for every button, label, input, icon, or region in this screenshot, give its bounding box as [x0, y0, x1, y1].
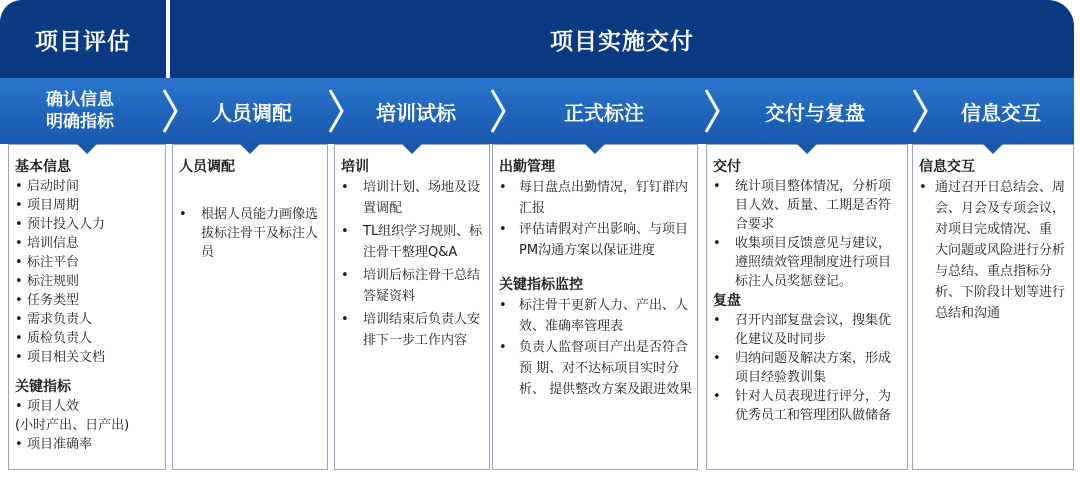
section-title: 培训	[341, 159, 369, 175]
list-note: (小时产出、日产出)	[15, 418, 130, 433]
list-item: • 需求负责人	[15, 310, 161, 329]
card-confirm-info	[8, 144, 166, 470]
list-item: • 培训结束后负责人安排下一步工作内容	[341, 309, 485, 351]
header-project-delivery	[170, 0, 1074, 78]
card-staffing	[172, 144, 328, 470]
item-list	[341, 177, 485, 351]
section-title: 交付	[713, 159, 741, 175]
notch-arrow	[983, 144, 1003, 154]
item-list	[15, 177, 161, 367]
header-right-title: 项目实施交付	[550, 28, 694, 55]
item-list	[179, 205, 323, 262]
stage-label: 交付与复盘	[765, 100, 865, 125]
item-list	[919, 177, 1069, 324]
card-info-exchange	[912, 144, 1074, 470]
list-item: • 项目人效	[15, 397, 161, 416]
stage-confirm-info	[0, 78, 160, 144]
notch-arrow	[797, 144, 817, 154]
list-item: • 收集项目反馈意见与建议，遵照绩效管理制度进行项目 标注人员奖惩登记。	[713, 234, 903, 291]
notch-arrow	[240, 144, 260, 154]
stage-label-line1: 确认信息	[46, 90, 114, 110]
list-item: • 每日盘点出勤情况，钉钉群内汇报	[499, 177, 693, 219]
list-item: • 标注规则	[15, 272, 161, 291]
stage-info-exchange	[928, 78, 1074, 144]
list-item: • 项目周期	[15, 196, 161, 215]
card-training	[334, 144, 490, 470]
card-annotation	[492, 144, 698, 470]
stage-label: 培训试标	[376, 100, 456, 125]
stage-staffing	[178, 78, 326, 144]
list-item: • 质检负责人	[15, 329, 161, 348]
list-item: • 预计投入人力	[15, 215, 161, 234]
list-item: • 任务类型	[15, 291, 161, 310]
list-item: • 启动时间	[15, 177, 161, 196]
chevron-right-icon	[702, 78, 722, 144]
item-list	[15, 397, 161, 416]
chevron-right-icon	[160, 78, 180, 144]
stage-delivery-review	[720, 78, 910, 144]
section-title: 关键指标	[15, 379, 71, 395]
section-title: 基本信息	[15, 159, 71, 175]
card-delivery-review	[706, 144, 908, 470]
chevron-right-icon	[910, 78, 930, 144]
item-list	[499, 295, 693, 400]
section-title: 关键指标监控	[499, 277, 583, 293]
list-item: • 通过召开日总结会、周会、月会及专项会议，对项目完成情况、重 大问题或风险进行分析与总结、重点指标分析、下阶段计划等进行总结和沟通	[919, 177, 1069, 324]
list-item: • 针对人员表现进行评分，为优秀员工和管理团队做储备	[713, 387, 903, 425]
chevron-right-icon	[326, 78, 346, 144]
stage-label: 信息交互	[961, 100, 1041, 125]
item-list	[713, 177, 903, 291]
list-item: • 项目相关文档	[15, 348, 161, 367]
notch-arrow	[585, 144, 605, 154]
stage-label: 正式标注	[564, 100, 644, 125]
section-title: 出勤管理	[499, 159, 555, 175]
header-left-title: 项目评估	[35, 28, 131, 55]
stage-label-line2: 明确指标	[46, 112, 114, 132]
item-list	[15, 435, 161, 454]
list-item: • 统计项目整体情况，分析项目人效、质量、工期是否符合要求	[713, 177, 903, 234]
stage-label: 人员调配	[212, 100, 292, 125]
list-item: • 培训计划、场地及设置调配	[341, 177, 485, 219]
list-item: • 标注骨干更新人力、产出、人效、准确率管理表	[499, 295, 693, 337]
list-item: • 负责人监督项目产出是否符合预 期、对不达标项目实时分析、 提供整改方案及跟进效果	[499, 337, 693, 400]
stage-bar	[0, 78, 1074, 144]
section-title: 信息交互	[919, 159, 975, 175]
list-item: • TL组织学习规则、标注骨干整理Q&A	[341, 221, 485, 263]
stage-annotation	[506, 78, 702, 144]
notch-arrow	[402, 144, 422, 154]
list-item: • 根据人员能力画像选拔标注骨干及标注人员	[179, 205, 323, 262]
section-title: 复盘	[713, 293, 741, 309]
notch-arrow	[77, 144, 97, 154]
list-item: • 召开内部复盘会议，搜集优化建议及时同步	[713, 311, 903, 349]
list-item: • 归纳问题及解决方案，形成项目经验教训集	[713, 349, 903, 387]
item-list	[499, 177, 693, 261]
item-list	[713, 311, 903, 425]
list-item: • 培训信息	[15, 234, 161, 253]
list-item: • 项目准确率	[15, 435, 161, 454]
list-item: • 培训后标注骨干总结答疑资料	[341, 265, 485, 307]
header-project-evaluation	[0, 0, 166, 78]
section-title: 人员调配	[179, 159, 235, 175]
stage-training	[344, 78, 488, 144]
chevron-right-icon	[488, 78, 508, 144]
list-item: • 评估请假对产出影响、与项目PM沟通方案以保证进度	[499, 219, 693, 261]
list-item: • 标注平台	[15, 253, 161, 272]
